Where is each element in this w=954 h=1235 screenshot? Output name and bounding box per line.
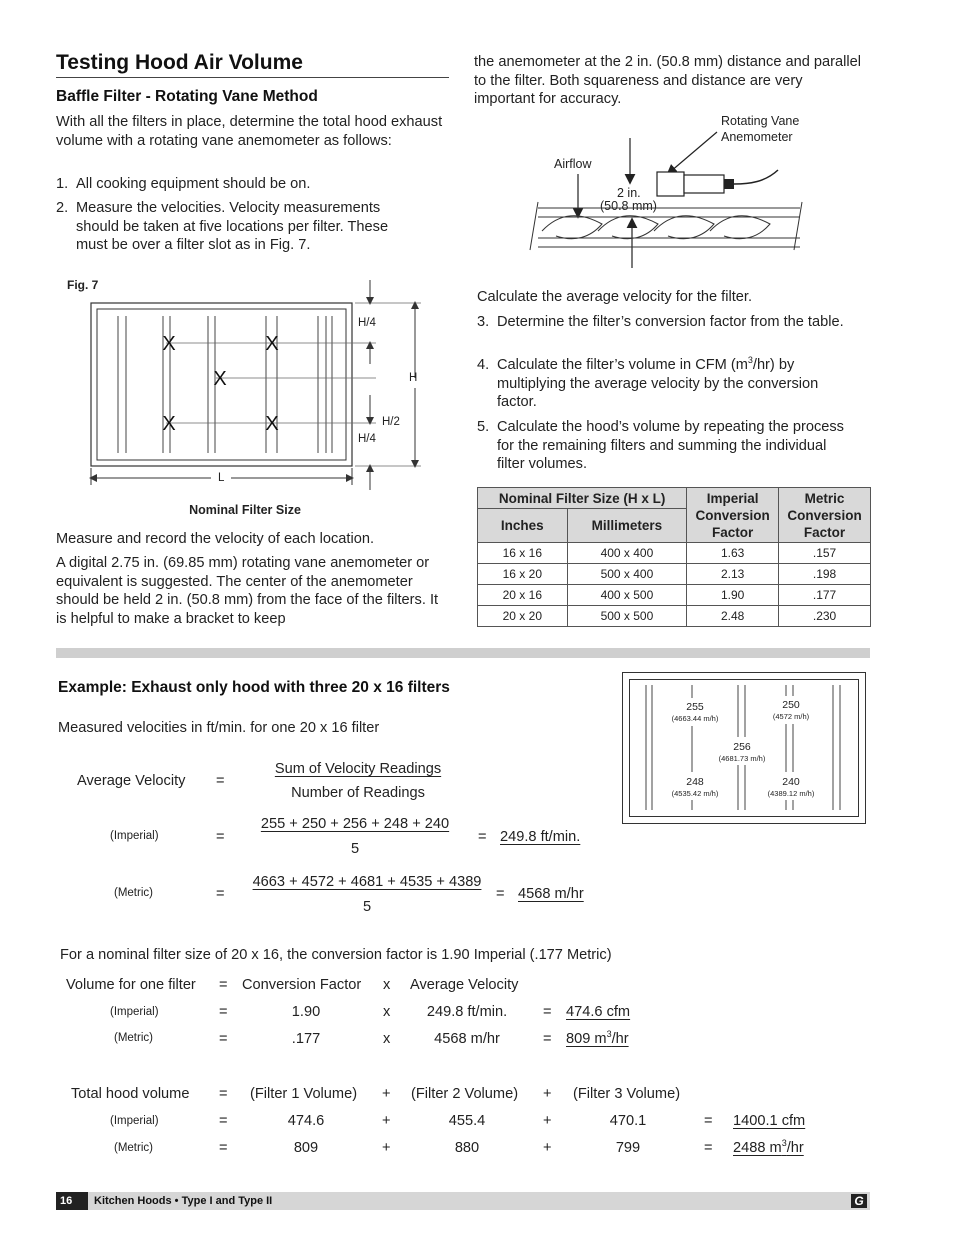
measurement-point-x: X xyxy=(162,413,176,435)
total-hood-volume-label: Total hood volume xyxy=(71,1086,190,1102)
step-5 xyxy=(477,418,852,474)
imperial-average-result: 249.8 ft/min. xyxy=(500,829,581,845)
reading-value: 256 xyxy=(733,741,751,753)
metric-filter-3: 799 xyxy=(615,1140,641,1156)
step-number: 4. xyxy=(477,357,490,373)
metric-filter-1: 809 xyxy=(293,1140,319,1156)
table-row: 16 x 20 500 x 400 2.13 .198 xyxy=(478,564,871,585)
label-h: H xyxy=(409,372,418,384)
imperial-count: 5 xyxy=(350,841,360,857)
times-sign: x xyxy=(383,1031,391,1047)
page-title: Testing Hood Air Volume xyxy=(56,51,303,74)
anemometer-cap xyxy=(724,179,734,189)
header-metric-factor: Metric Conversion Factor xyxy=(779,488,871,543)
reading-metric: (4572 m/h) xyxy=(772,712,810,721)
plus-sign: + xyxy=(543,1140,552,1156)
table-row: 20 x 20 500 x 500 2.48 .230 xyxy=(478,606,871,627)
label-h4-top: H/4 xyxy=(358,317,376,329)
reading-metric: (4535.42 m/h) xyxy=(671,789,719,798)
figure-label: Fig. 7 xyxy=(67,278,99,292)
imperial-label: (Imperial) xyxy=(110,1115,159,1127)
step-text: Calculate the hood’s volume by repeating the process for the remaining filters and summing the individual filter volumes. xyxy=(497,419,844,473)
step-text: All cooking equipment should be on. xyxy=(76,176,311,192)
step-text: Measure the velocities. Velocity measurements should be taken at five locations per filter. These must be over a filter slot as in Fig. 7. xyxy=(76,200,389,254)
section-subtitle: Baffle Filter - Rotating Vane Method xyxy=(56,88,318,105)
filter-measurement-diagram xyxy=(56,270,450,520)
equals-sign: = xyxy=(219,1031,228,1047)
step-number: 2. xyxy=(56,200,69,216)
formula-denominator: Number of Readings xyxy=(291,785,425,801)
metric-conversion-factor: .177 xyxy=(291,1031,321,1047)
imperial-label: (Imperial) xyxy=(110,830,159,842)
step-number: 3. xyxy=(477,314,490,330)
measurement-point-x: X xyxy=(213,368,227,390)
average-velocity-term: Average Velocity xyxy=(410,977,519,993)
equals-sign: = xyxy=(219,1113,228,1129)
measured-velocities-text: Measured velocities in ft/min. for one 20 x 16 filter xyxy=(58,720,380,736)
metric-label: (Metric) xyxy=(114,1142,153,1154)
conversion-factor-table xyxy=(477,487,871,627)
label-h2: H/2 xyxy=(382,416,400,428)
plus-sign: + xyxy=(543,1113,552,1129)
anemometer-diagram xyxy=(520,110,820,270)
footer-title: Kitchen Hoods • Type I and Type II xyxy=(94,1195,273,1207)
table-row: 16 x 16 400 x 400 1.63 .157 xyxy=(478,543,871,564)
average-velocity-label: Average Velocity xyxy=(77,773,186,789)
reading-value: 240 xyxy=(782,776,800,788)
imperial-filter-1: 474.6 xyxy=(287,1113,325,1129)
header-nominal-size: Nominal Filter Size (H x L) xyxy=(478,488,687,509)
label-l: L xyxy=(218,472,225,484)
metric-filter-volume: 809 $m^3/hr$ xyxy=(566,1029,629,1047)
table-row: 20 x 16 400 x 500 1.90 .177 xyxy=(478,585,871,606)
equals-sign: = xyxy=(219,1086,228,1102)
measure-paragraph: Measure and record the velocity of each location. xyxy=(56,531,374,547)
imperial-label: (Imperial) xyxy=(110,1006,159,1018)
brand-logo: G xyxy=(851,1194,867,1208)
header-inches: Inches xyxy=(478,509,568,543)
title-rule xyxy=(56,77,449,78)
metric-average-result: 4568 m/hr xyxy=(518,886,584,902)
equals-sign: = xyxy=(219,1004,228,1020)
calculate-paragraph: Calculate the average velocity for the filter. xyxy=(477,289,752,305)
section-divider-bar xyxy=(56,648,870,658)
equals-sign: = xyxy=(543,1031,552,1047)
formula-numerator: Sum of Velocity Readings xyxy=(274,761,442,777)
step-number: 5. xyxy=(477,419,490,435)
reading-metric: (4389.12 m/h) xyxy=(767,789,815,798)
step-1 xyxy=(56,175,446,194)
header-imperial-factor: Imperial Conversion Factor xyxy=(687,488,779,543)
airflow-label: Airflow xyxy=(554,157,592,171)
imperial-sum: 255 + 250 + 256 + 248 + 240 xyxy=(260,816,450,832)
step-3 xyxy=(477,313,852,332)
filter-2-volume-label: (Filter 2 Volume) xyxy=(411,1086,519,1102)
times-sign: x xyxy=(383,977,391,993)
page-number: 16 xyxy=(56,1192,88,1210)
conversion-factor-label: Conversion Factor xyxy=(242,977,362,993)
equals-sign: = xyxy=(216,773,225,789)
imperial-filter-3: 470.1 xyxy=(609,1113,647,1129)
vane-label-line1: Rotating Vane xyxy=(721,114,800,128)
imperial-conversion-factor: 1.90 xyxy=(291,1004,321,1020)
imperial-filter-2: 455.4 xyxy=(448,1113,486,1129)
volume-one-filter-label: Volume for one filter xyxy=(66,977,196,993)
reading-metric: (4681.73 m/h) xyxy=(718,754,766,763)
step-number: 1. xyxy=(56,176,69,192)
metric-sum: 4663 + 4572 + 4681 + 4535 + 4389 xyxy=(252,874,482,890)
imperial-filter-volume: 474.6 cfm xyxy=(566,1004,631,1020)
plus-sign: + xyxy=(382,1140,391,1156)
filter-1-volume-label: (Filter 1 Volume) xyxy=(250,1086,358,1102)
equals-sign: = xyxy=(704,1113,713,1129)
intro-paragraph: With all the filters in place, determine the total hood exhaust volume with a rotating vane anemometer as follows: xyxy=(56,114,443,149)
anemometer-cable xyxy=(734,170,778,184)
equals-sign: = xyxy=(216,886,225,902)
reading-metric: (4663.44 m/h) xyxy=(671,714,719,723)
plus-sign: + xyxy=(382,1113,391,1129)
imperial-total-volume: 1400.1 cfm xyxy=(733,1113,806,1129)
filter-3-volume-label: (Filter 3 Volume) xyxy=(573,1086,681,1102)
figure-caption: Nominal Filter Size xyxy=(189,503,301,517)
metric-filter-2: 880 xyxy=(454,1140,480,1156)
distance-mm-label: (50.8 mm) xyxy=(600,199,657,213)
continued-paragraph: the anemometer at the 2 in. (50.8 mm) distance and parallel to the filter. Both squareness and distance are very important for accuracy. xyxy=(474,54,861,108)
anemometer-body xyxy=(657,172,684,196)
equals-sign: = xyxy=(219,977,228,993)
imperial-average-velocity: 249.8 ft/min. xyxy=(426,1004,508,1020)
metric-total-volume: 2488 $m^3/hr$ xyxy=(733,1138,804,1156)
measurement-point-x: X xyxy=(265,333,279,355)
reading-value: 255 xyxy=(686,701,704,713)
reading-value: 248 xyxy=(686,776,704,788)
equals-sign: = xyxy=(543,1004,552,1020)
anemometer-paragraph: A digital 2.75 in. (69.85 mm) rotating vane anemometer or equivalent is suggested. The center of the anemometer should be held 2 in. (50.8 mm) from the face of the filters. It is helpful to make a bracket to keep xyxy=(56,555,439,627)
step-text: Determine the filter’s conversion factor from the table. xyxy=(497,314,844,330)
equals-sign: = xyxy=(704,1140,713,1156)
metric-average-velocity: 4568 m/hr xyxy=(434,1031,500,1047)
equals-sign: = xyxy=(478,829,487,845)
step-2 xyxy=(56,199,418,255)
metric-label: (Metric) xyxy=(114,1032,153,1044)
equals-sign: = xyxy=(219,1140,228,1156)
metric-count: 5 xyxy=(362,899,372,915)
equals-sign: = xyxy=(216,829,225,845)
header-millimeters: Millimeters xyxy=(567,509,687,543)
plus-sign: + xyxy=(382,1086,391,1102)
filter-readings-diagram xyxy=(622,672,866,824)
measurement-point-x: X xyxy=(265,413,279,435)
label-h4-bottom: H/4 xyxy=(358,433,376,445)
equals-sign: = xyxy=(496,886,505,902)
distance-label: 2 in. xyxy=(617,186,641,200)
example-title: Example: Exhaust only hood with three 20 x 16 filters xyxy=(58,679,450,696)
nominal-conversion-text: For a nominal filter size of 20 x 16, the conversion factor is 1.90 Imperial (.177 Metric) xyxy=(60,947,612,963)
filter-section xyxy=(530,202,802,250)
reading-value: 250 xyxy=(782,699,800,711)
anemometer-handle xyxy=(684,175,724,193)
vane-label-line2: Anemometer xyxy=(721,130,793,144)
plus-sign: + xyxy=(543,1086,552,1102)
step-4 xyxy=(477,356,852,412)
metric-label: (Metric) xyxy=(114,887,153,899)
step-text: Calculate the filter’s volume in CFM $(m^3/hr)$ by multiplying the average velocity by the conversion factor. xyxy=(497,355,819,411)
anemometer-pointer-arrow xyxy=(670,132,717,172)
times-sign: x xyxy=(383,1004,391,1020)
measurement-point-x: X xyxy=(162,333,176,355)
